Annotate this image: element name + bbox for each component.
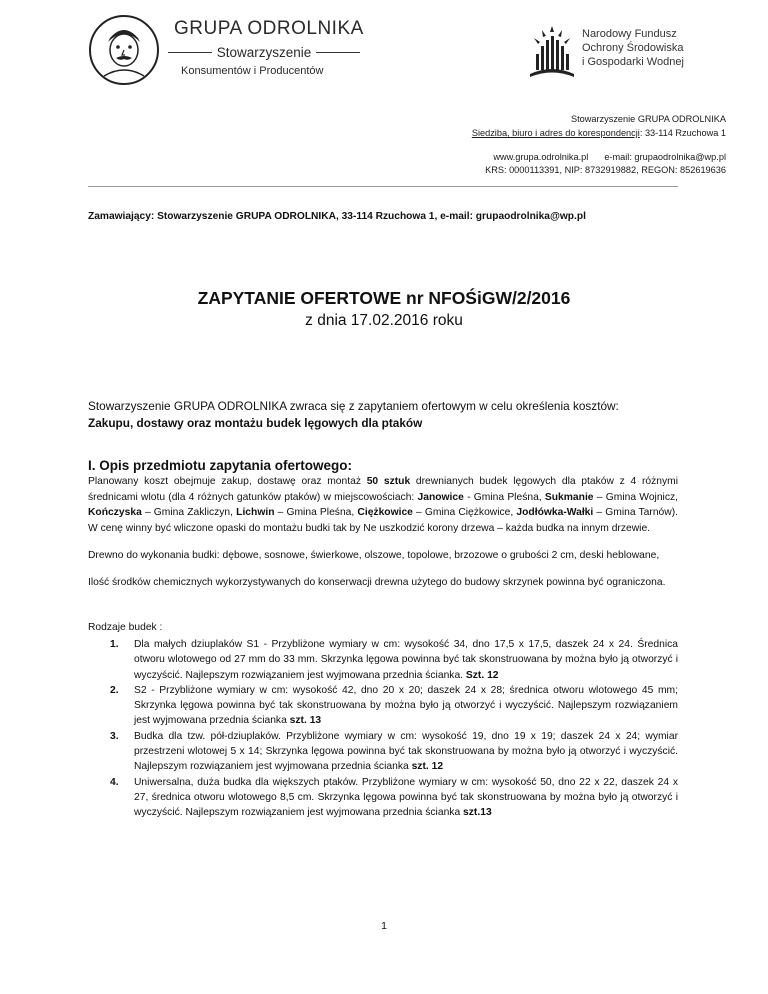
nfosigw-name <box>582 27 684 69</box>
header-divider <box>88 186 678 187</box>
text-span: – Gmina Wojnicz, <box>593 491 679 503</box>
intro <box>88 398 619 432</box>
text-span: – Gmina Tarnów). W cenę winny być wliczone opaski do montażu budki tak by Ne uszkodzić korony drzewa – każda budka na innym drzewie. <box>88 507 679 534</box>
list-item <box>88 683 678 729</box>
address-seat-value: : 33-114 Rzuchowa 1 <box>639 128 726 138</box>
text-span: – Gmina Pleśna, <box>274 507 358 519</box>
list-item-quantity: szt. 13 <box>289 715 322 727</box>
nfosigw-line: i Gospodarki Wodnej <box>582 56 684 68</box>
list-item-number: 1. <box>110 639 119 650</box>
list-item-text: Uniwersalna, duża budka dla większych ptaków. Przybliżone wymiary w cm: wysokość 50, dno 22 x 22, daszek 24 x 27, średnica otworu wlotowego 8,5 cm. Skrzynka lęgowa powinna być tak skonstruowana by można było ją otworzyć i wyczyścić. Najlepszym rozwiązaniem jest wyjmowana przednia ścianka <box>134 776 678 819</box>
text-span: – Gmina Ciężkowice, <box>412 507 517 519</box>
text-span: - Gmina Pleśna, <box>463 491 545 503</box>
logo-grupa-odrolnika <box>88 14 364 86</box>
town-name: Kończyska <box>88 507 142 519</box>
address-contact <box>493 152 726 162</box>
list-item-number: 4. <box>110 776 119 788</box>
document-title: ZAPYTANIE OFERTOWE nr NFOŚiGW/2/2016 <box>197 288 571 308</box>
logo-title: GRUPA ODROLNIKA <box>174 18 364 39</box>
town-name: Jodłówka-Wałki <box>516 507 594 519</box>
logo-divider <box>168 52 212 54</box>
page-number: 1 <box>381 920 387 932</box>
nfosigw-emblem-icon <box>528 24 576 78</box>
section-heading: I. Opis przedmiotu zapytania ofertowego: <box>88 458 353 473</box>
address-ids: KRS: 0000113391, NIP: 8732919882, REGON: 852619636 <box>485 165 726 175</box>
email-link[interactable]: e-mail: grupaodrolnika@wp.pl <box>604 152 726 162</box>
text-span: – Gmina Zakliczyn, <box>141 507 237 519</box>
logo-divider <box>316 52 360 54</box>
town-name: Ciężkowice <box>357 507 413 519</box>
wood-paragraph: Drewno do wykonania budki: dębowe, sosnowe, świerkowe, olszowe, topolowe, brzozowe o grubości 2 cm, deski heblowane, <box>88 550 660 561</box>
list-item-number: 3. <box>110 730 119 742</box>
text-span: Planowany koszt obejmuje zakup, dostawę oraz montaż <box>88 476 367 487</box>
intro-subject-text: Zakupu, dostawy oraz montażu budek lęgowych dla ptaków <box>88 416 423 430</box>
town-name: Lichwin <box>236 507 275 519</box>
text-span: drewnianych budek lęgowych dla ptaków z 4 różnymi średnicami wlotu (dla 4 różnych gatunków ptaków) w miejscowościach: <box>88 476 678 503</box>
intro-line: Stowarzyszenie GRUPA ODROLNIKA zwraca się z zapytaniem ofertowym w celu określenia kosztów: <box>88 399 619 413</box>
list-item-text: S2 - Przybliżone wymiary w cm: wysokość 42, dno 20 x 20; daszek 24 x 28; średnica otworu wlotowego 45 mm; Skrzynka lęgowa powinna być tak skonstruowana by można było ją otworzyć i wyczyścić. Najlepszym rozwiązaniem jest wyjmowana przednia ścianka <box>134 684 678 727</box>
nfosigw-line: Narodowy Fundusz <box>582 28 677 40</box>
logo-subtitle: Stowarzyszenie <box>216 45 312 60</box>
quantity-text: 50 sztuk <box>366 476 411 487</box>
list-item <box>88 729 678 775</box>
orderer-line: Zamawiający: Stowarzyszenie GRUPA ODROLNIKA, 33-114 Rzuchowa 1, e-mail: grupaodrolnika@wp.pl <box>88 211 586 222</box>
intro-subject <box>88 415 619 432</box>
chemicals-paragraph: Ilość środków chemicznych wykorzystywanych do konserwacji drewna użytego do budowy skrzynek powinna być ograniczona. <box>88 577 666 588</box>
logo-tagline: Konsumentów i Producentów <box>181 65 324 77</box>
address-org: Stowarzyszenie GRUPA ODROLNIKA <box>570 114 726 124</box>
address-seat-label: Siedziba, biuro i adres do korespondencji <box>471 128 640 138</box>
nest-box-list <box>88 637 678 821</box>
address-seat <box>472 128 726 138</box>
document-date: z dnia 17.02.2016 roku <box>305 312 463 329</box>
nfosigw-line: Ochrony Środowiska <box>582 42 684 54</box>
town-name: Janowice <box>417 491 464 503</box>
list-item-quantity: Szt. 12 <box>465 669 499 681</box>
list-item-quantity: szt. 12 <box>411 761 444 773</box>
town-name: Sukmanie <box>544 491 594 503</box>
list-item-quantity: szt.13 <box>463 807 492 819</box>
list-item-number: 2. <box>110 684 119 696</box>
farmer-face-icon <box>88 14 160 86</box>
description-paragraph <box>88 474 678 536</box>
list-heading: Rodzaje budek : <box>88 622 163 633</box>
logo-subtitle-row <box>168 45 360 60</box>
list-item-text: Dla małych dziuplaków S1 - Przybliżone wymiary w cm: wysokość 34, dno 17,5 x 17,5, daszek 24 x 24. Średnica otworu wlotowego od 27 mm do 33 mm. Skrzynka lęgowa powinna być tak skonstruowana by można było ją otworzyć i wyczyścić. Najlepszym rozwiązaniem jest wyjmowana przednia ścianka. <box>134 639 678 681</box>
list-item-text: Budka dla tzw. pół-dziuplaków. Przybliżone wymiary w cm: wysokość 19, dno 19 x 19; daszek 24 x 24; wymiar przestrzeni wlotowej 5 x 14; Skrzynka lęgowa powinna być tak skonstruowana by można było ją otworzyć i wyczyścić. Najlepszym rozwiązaniem jest wyjmowana przednia ścianka <box>134 730 678 773</box>
list-item <box>88 637 678 683</box>
list-item <box>88 775 678 821</box>
logo-nfosigw <box>528 24 718 80</box>
website-link[interactable]: www.grupa.odrolnika.pl <box>493 152 589 162</box>
